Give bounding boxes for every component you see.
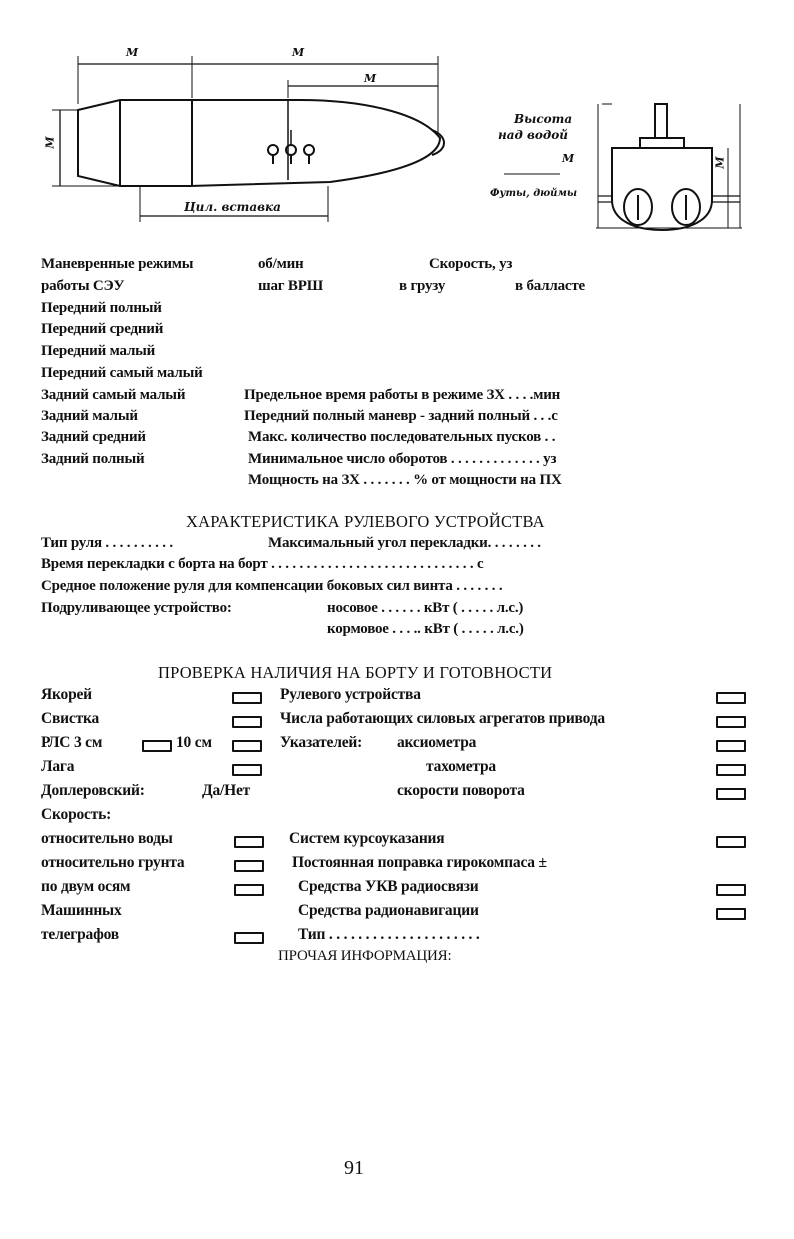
thruster-label: Подруливающее устройство: — [41, 600, 232, 616]
max-rudder-angle: Максимальный угол перекладки. . . . . . . . — [268, 535, 541, 551]
check-tachometer: тахометра — [426, 758, 496, 775]
page-number: 91 — [344, 1157, 364, 1179]
check-steering-gear-box[interactable] — [716, 692, 746, 704]
check-speed: Скорость: — [41, 806, 112, 823]
maneuver-row: Задний самый малый — [41, 387, 186, 403]
check-log-box[interactable] — [232, 764, 262, 776]
dim-label-5: М — [562, 152, 575, 165]
check-engine-2: телеграфов — [41, 926, 119, 943]
check-steering-gear: Рулевого устройства — [280, 686, 421, 703]
check-axiometer-box[interactable] — [716, 740, 746, 752]
maneuver-row: Передний малый — [41, 343, 156, 359]
maneuver-row: Передний полный — [41, 300, 162, 316]
check-whistle: Свистка — [41, 710, 100, 727]
maneuver-row: Задний полный — [41, 451, 145, 467]
rudder-shift-time: Время перекладки с борта на борт . . . . . . . . . . . . . . . . . . . . . . . . . . . . . с — [41, 556, 484, 572]
maneuver-note: Макс. количество последовательных пусков . . — [248, 429, 556, 445]
maneuver-header-rpm: об/мин — [258, 256, 304, 272]
rudder-avg-position: Средное положение руля для компенсации боковых сил винта . . . . . . . — [41, 578, 503, 594]
check-tachometer-box[interactable] — [716, 764, 746, 776]
check-rel-water: относительно воды — [41, 830, 173, 847]
rudder-type: Тип руля . . . . . . . . . . — [41, 535, 173, 551]
check-gyro-correction: Постоянная поправка гирокомпаса ± — [292, 854, 547, 871]
check-heading-systems: Систем курсоуказания — [289, 830, 445, 847]
check-rel-water-box[interactable] — [234, 836, 264, 848]
dim-label-4: М — [43, 136, 57, 149]
check-rel-ground-box[interactable] — [234, 860, 264, 872]
maneuver-note: Минимальное число оборотов . . . . . . . . . . . . . уз — [248, 451, 557, 467]
check-rel-ground: относительно грунта — [41, 854, 185, 871]
stern-thruster: кормовое . . . .. кВт ( . . . . . л.с.) — [327, 621, 524, 637]
hull-outline — [78, 100, 440, 186]
maneuver-row: Передний средний — [41, 321, 164, 337]
other-info-heading: ПРОЧАЯ ИНФОРМАЦИЯ: — [278, 948, 452, 964]
check-radionav: Средства радионавигации — [298, 902, 479, 919]
check-radar-10cm-box[interactable] — [232, 740, 262, 752]
check-vhf: Средства УКВ радиосвязи — [298, 878, 479, 895]
maneuver-header-speed: Скорость, уз — [429, 256, 513, 272]
maneuver-note: Мощность на ЗХ . . . . . . . % от мощности на ПХ — [248, 472, 562, 488]
check-engine-box[interactable] — [234, 932, 264, 944]
check-turn-rate: скорости поворота — [397, 782, 525, 799]
feet-label: Футы, дюймы — [490, 188, 578, 199]
check-heading-systems-box[interactable] — [716, 836, 746, 848]
maneuver-header-loaded: в грузу — [399, 278, 446, 294]
maneuver-row: Задний средний — [41, 429, 146, 445]
maneuver-note: Предельное время работы в режиме ЗХ . . . .мин — [244, 387, 561, 403]
check-axiometer: аксиометра — [397, 734, 477, 751]
maneuver-header-pitch: шаг ВРШ — [258, 278, 323, 294]
check-two-axes-box[interactable] — [234, 884, 264, 896]
check-two-axes: по двум осям — [41, 878, 131, 895]
dim-label-2: М — [292, 46, 305, 59]
bow-thruster: носовое . . . . . . кВт ( . . . . . л.с.) — [327, 600, 524, 616]
maneuver-note: Передний полный маневр - задний полный . . .с — [244, 408, 558, 424]
steering-title: ХАРАКТЕРИСТИКА РУЛЕВОГО УСТРОЙСТВА — [186, 512, 545, 531]
check-anchors-box[interactable] — [232, 692, 262, 704]
height-label-2: над водой — [498, 128, 569, 142]
maneuver-header-left-2: работы СЭУ — [41, 278, 125, 294]
maneuver-header-ballast: в балласте — [515, 278, 585, 294]
check-vhf-box[interactable] — [716, 884, 746, 896]
check-indicators: Указателей: — [280, 734, 363, 751]
check-radar-3cm-box[interactable] — [142, 740, 172, 752]
check-turn-rate-box[interactable] — [716, 788, 746, 800]
ship-diagram — [0, 0, 794, 240]
check-engine-1: Машинных — [41, 902, 122, 919]
check-doppler-value: Да/Нет — [202, 782, 251, 799]
dim-label-1: М — [126, 46, 139, 59]
dim-label-6: М — [713, 156, 727, 169]
check-radionav-box[interactable] — [716, 908, 746, 920]
check-power-units: Числа работающих силовых агрегатов привода — [280, 710, 605, 727]
check-log: Лага — [41, 758, 75, 775]
maneuver-row: Задний малый — [41, 408, 138, 424]
check-whistle-box[interactable] — [232, 716, 262, 728]
maneuver-row: Передний самый малый — [41, 365, 203, 381]
maneuver-header-left-1: Маневренные режимы — [41, 256, 194, 272]
check-power-units-box[interactable] — [716, 716, 746, 728]
check-type: Тип . . . . . . . . . . . . . . . . . . . . . — [298, 926, 480, 943]
height-label-1: Высота — [514, 112, 573, 126]
check-radar: РЛС 3 см — [41, 734, 103, 751]
insert-label: Цил. вставка — [184, 200, 281, 214]
check-doppler: Доплеровский: — [41, 782, 145, 799]
check-anchors: Якорей — [41, 686, 92, 703]
check-radar-10: 10 см — [176, 734, 212, 751]
checklist-title: ПРОВЕРКА НАЛИЧИЯ НА БОРТУ И ГОТОВНОСТИ — [158, 663, 553, 682]
dim-label-3: М — [364, 72, 377, 85]
